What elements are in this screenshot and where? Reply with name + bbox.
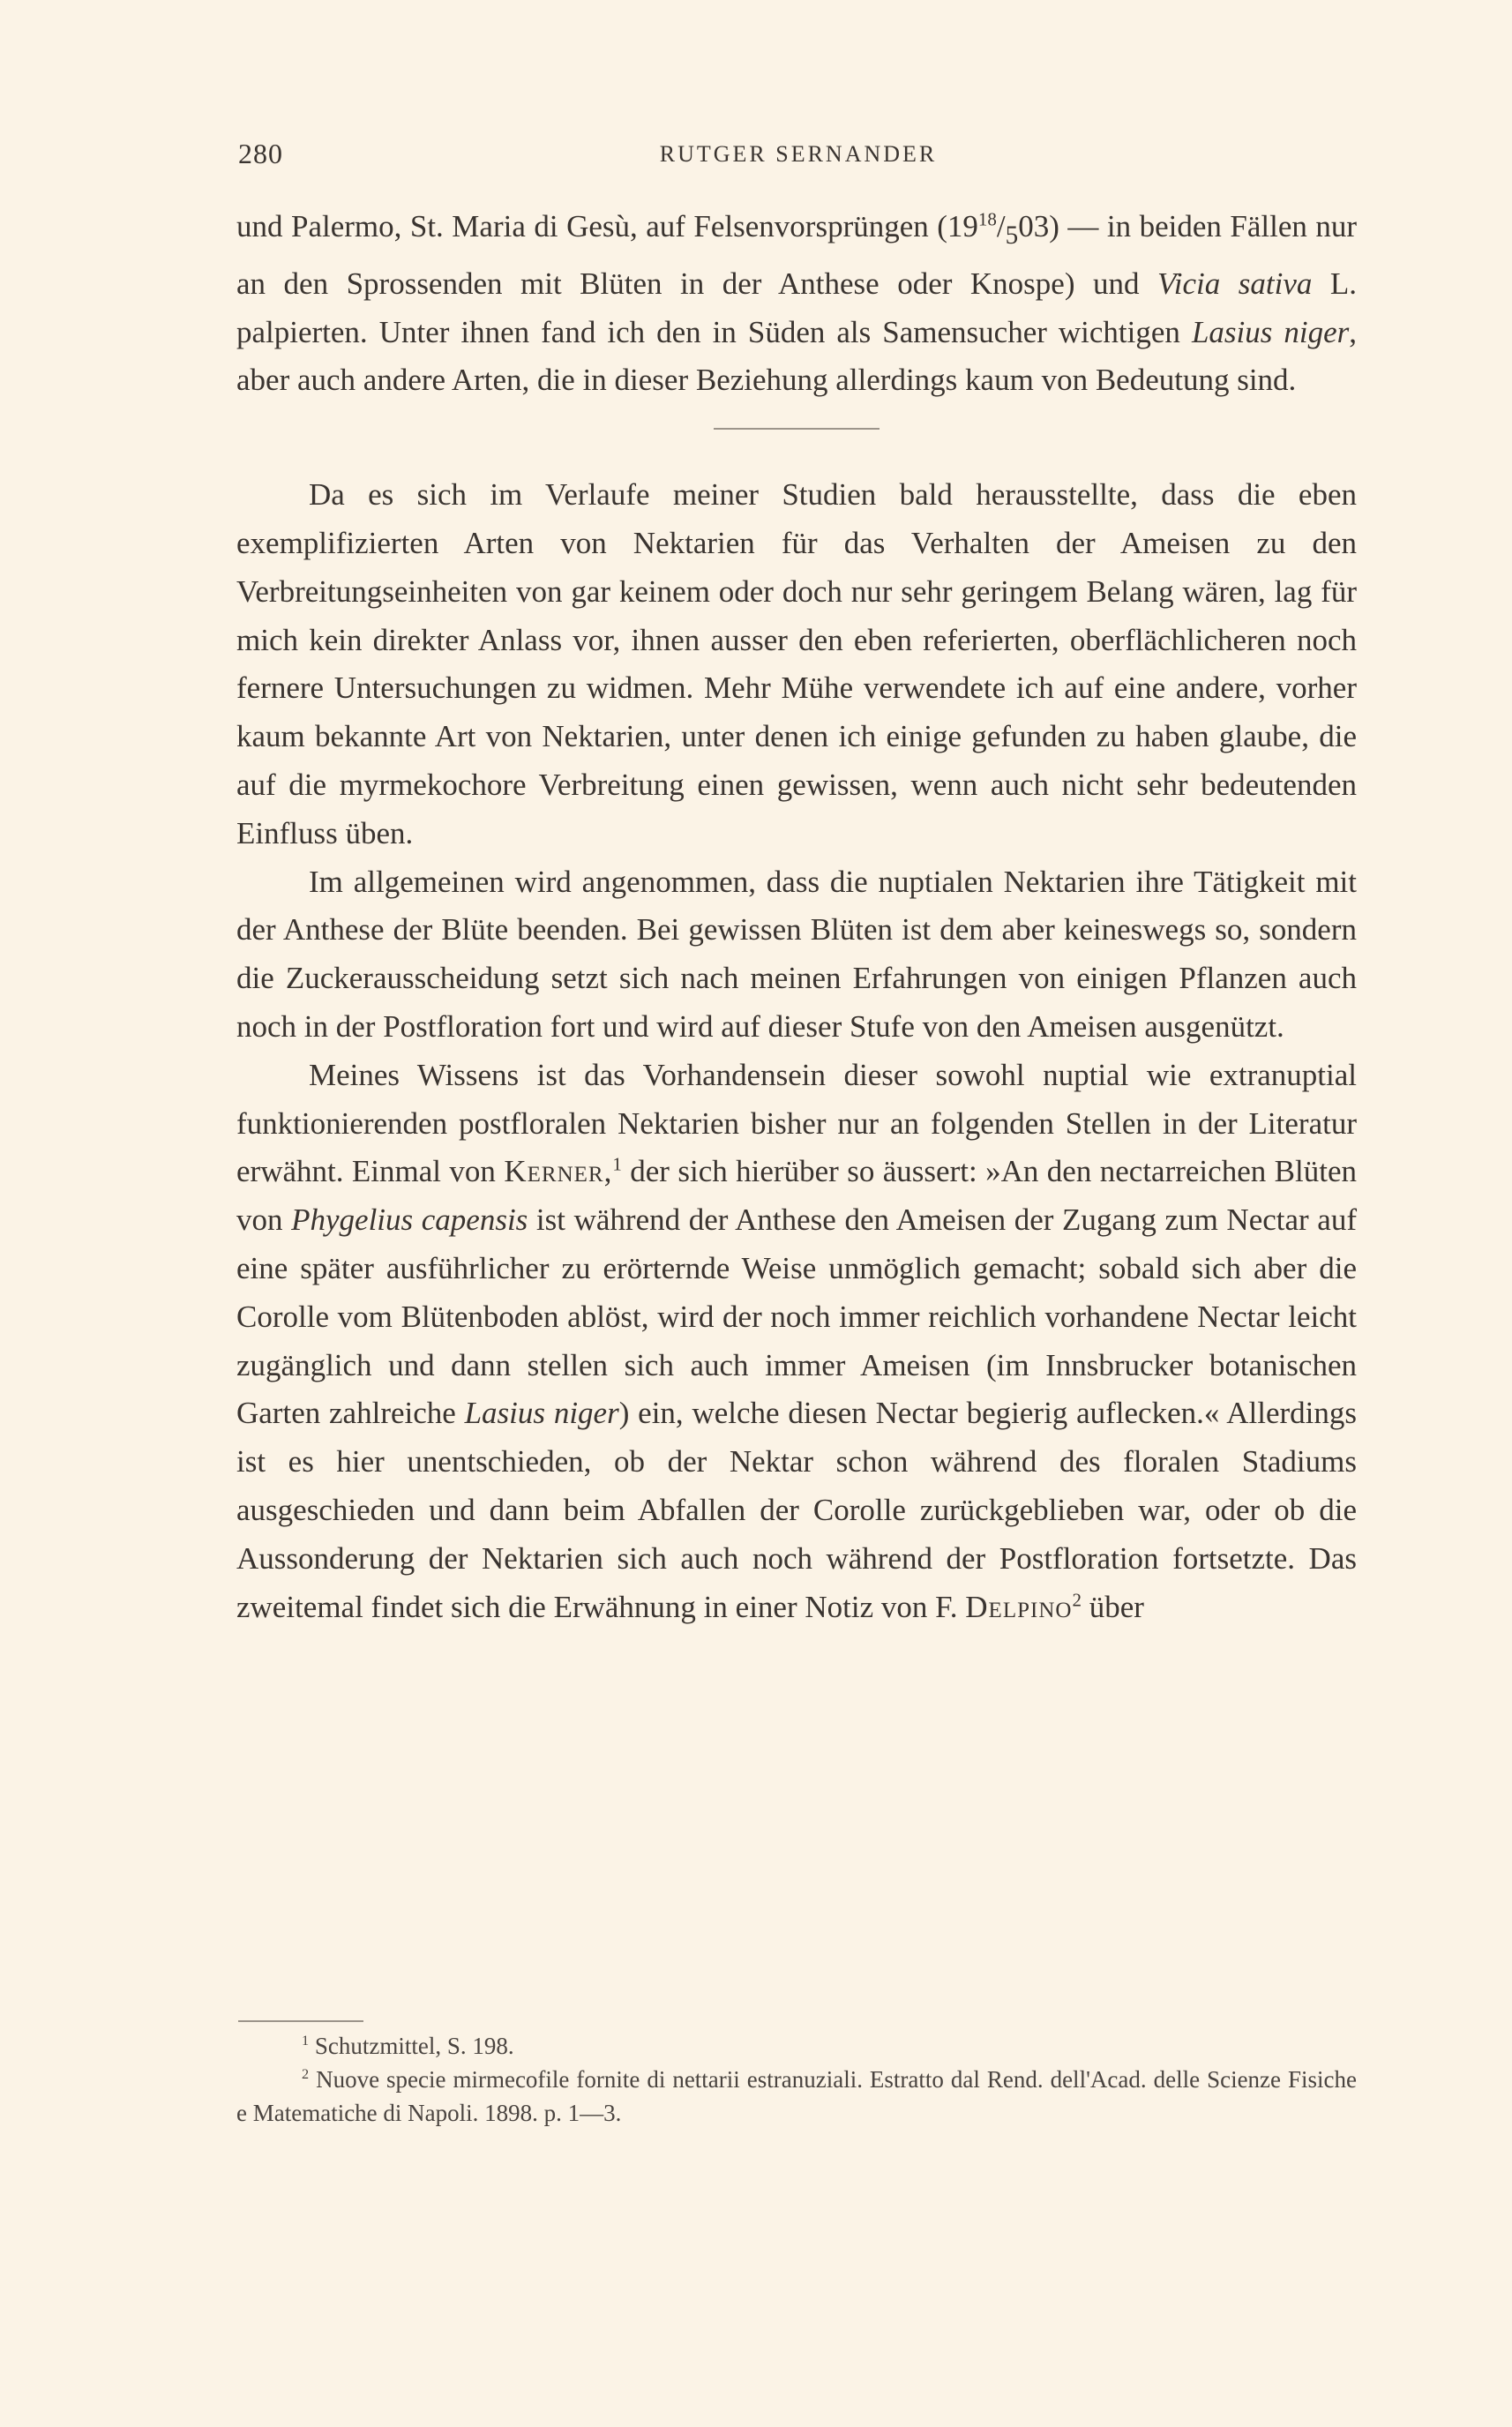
footnotes [236,2029,1357,2130]
text-run: Meines Wissens ist das Vorhandensein dieser sowohl nuptial wie extranuptial funktionierenden postfloralen Nektarien bisher nur an folgenden Stellen in der Literatur erwähnt. Einmal von [236,1057,1357,1189]
text-run: über [1081,1589,1144,1624]
running-head: RUTGER SERNANDER [659,141,938,167]
author-name: Delpino [965,1589,1073,1624]
italic-term: Lasius niger [464,1396,619,1431]
text-run: 03) — in beiden Fällen nur an den Sprossenden mit Blüten in der Anthese oder Knospe) und [236,209,1357,301]
paragraph [236,858,1357,1052]
text-run: / [996,209,1006,243]
italic-term: Lasius niger [1191,314,1350,349]
footnote-mark: 1 [302,2033,310,2049]
text-run: ) ein, welche diesen Nectar begierig auflecken.« Allerdings ist es hier unentschieden, ob der Nektar schon während des floralen Stadiums ausgeschieden und dann beim Abfallen der Corolle zurückgeblieben war, oder ob die Aussonderung der Nektarien sich auch noch während der Postfloration fortsetzte. Das zweitemal findet sich die Erwähnung in einer Notiz von F. [236,1396,1357,1624]
section-divider [714,428,880,430]
text-run: ist während der Anthese den Ameisen der Zugang zum Nectar auf eine später ausführlicher zu erörternde Weise unmöglich gemacht; sobald sich aber die Corolle vom Blütenboden ablöst, wird der noch immer reichlich vorhandene Nectar leicht zugänglich und dann stellen sich auch immer Ameisen (im Innsbrucker botanischen Garten zahlreiche [236,1202,1357,1431]
text-run: , aber auch andere Arten, die in dieser Beziehung allerdings kaum von Bedeutung sind. [236,314,1358,398]
footnote [236,2029,1357,2063]
footnote-mark: 2 [302,2066,310,2082]
paragraph [236,471,1357,858]
text-run: Im allgemeinen wird angenommen, dass die nuptialen Nektarien ihre Tätigkeit mit der Anthese der Blüte beenden. Bei gewissen Blüten ist dem aber keineswegs so, sondern die Zuckerausscheidung setzt sich nach meinen Erfahrungen von einigen Pflanzen auch noch in der Postfloration fort und wird auf dieser Stufe von den Ameisen ausgenützt. [236,864,1357,1044]
footnote-text: Schutzmittel, S. 198. [309,2033,514,2059]
subscript: 5 [1005,221,1019,250]
text-run: Da es sich im Verlaufe meiner Studien bald herausstellte, dass die eben exemplifizierten Arten von Nektarien für das Verhalten der Ameisen zu den Verbreitungseinheiten von gar keinem oder doch nur sehr geringem Belang wären, lag für mich kein direkter Anlass vor, ihnen ausser den eben referierten, oberflächlicheren noch fernere Untersuchungen zu widmen. Mehr Mühe verwendete ich auf eine andere, vorher kaum bekannte Art von Nektarien, unter denen ich einige gefunden zu haben glaube, die auf die myrmekochore Verbreitung einen gewissen, wenn auch nicht sehr bedeutenden Einfluss üben. [236,477,1357,850]
italic-term: Phygelius capensis [291,1202,528,1238]
superscript: 18 [977,208,997,230]
text-run: der sich hierüber so äussert: »An den nectarreichen Blüten von [236,1154,1357,1238]
footnote-text: Nuove specie mirmecofile fornite di nettarii estranuziali. Estratto dal Rend. dell'Acad. delle Scienze Fisiche e Matematiche di Napoli. 1898. p. 1—3. [236,2066,1357,2126]
italic-term: Vicia sativa [1156,266,1313,301]
superscript: 2 [1072,1588,1082,1610]
page-header [238,138,1359,173]
page-number: 280 [238,138,283,169]
footnote [236,2063,1357,2130]
text-run: L. palpierten. Unter ihnen fand ich den in Süden als Samensucher wichtigen [236,266,1357,349]
footnote-rule [238,2020,363,2022]
text-run: und Palermo, St. Maria di Gesù, auf Felsenvorsprüngen (19 [236,209,978,243]
superscript: 1 [612,1153,622,1175]
paragraph [236,1052,1357,1632]
author-name: Kerner, [504,1154,613,1189]
body-text [236,203,1357,1631]
paragraph [236,203,1357,405]
